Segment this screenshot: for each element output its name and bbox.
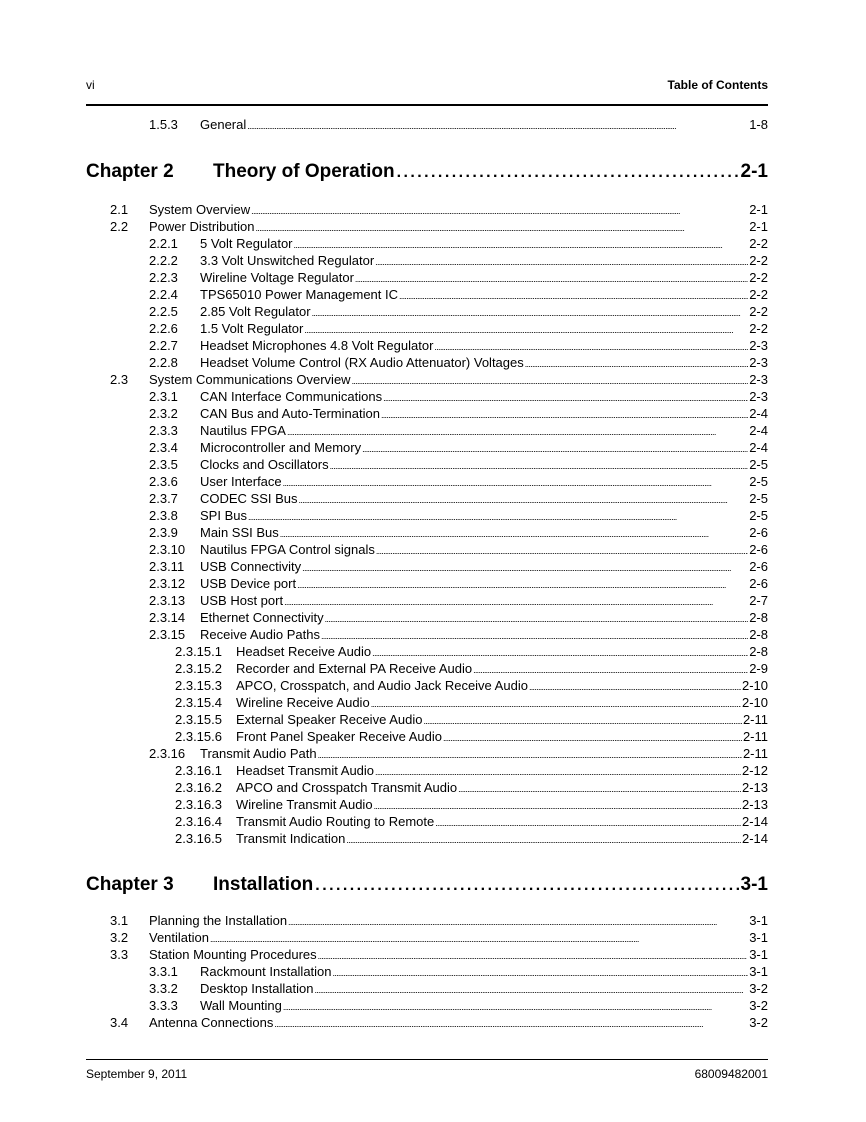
toc-entry[interactable] (149, 286, 768, 303)
toc-entry-number: 2.2.3 (149, 270, 178, 285)
toc-entry-number: 2.3.13 (149, 593, 186, 608)
toc-entry[interactable] (175, 796, 768, 813)
toc-entry[interactable] (175, 728, 768, 745)
toc-entry-title: Clocks and Oscillators (200, 457, 329, 472)
toc-entry[interactable] (149, 997, 768, 1014)
toc-entry-page: 2-2 (749, 253, 768, 268)
toc-entry-title: Headset Receive Audio (236, 644, 372, 659)
toc-entry-page: 2-13 (741, 780, 768, 795)
page-header (86, 78, 768, 96)
toc-entry-page: 2-6 (749, 559, 768, 574)
footer-date: September 9, 2011 (86, 1067, 188, 1081)
toc-entry[interactable] (175, 660, 768, 677)
dot-leader (247, 116, 748, 135)
toc-entry[interactable] (149, 456, 768, 473)
toc-entry-page: 2-10 (741, 678, 768, 693)
chapter-page: 2-1 (740, 161, 768, 182)
toc-entry-title: Microcontroller and Memory (200, 440, 362, 455)
toc-entry-page: 2-2 (749, 304, 768, 319)
toc-entry-number: 1.5.3 (149, 117, 178, 132)
toc-entry-page: 2-3 (749, 372, 768, 387)
toc-entry-title: Main SSI Bus (200, 525, 279, 540)
toc-entry-number: 2.3.16.5 (175, 831, 222, 846)
toc-entry-number: 3.3 (110, 947, 129, 962)
toc-entry-number: 2.3.9 (149, 525, 178, 540)
toc-entry-title: 3.3 Volt Unswitched Regulator (200, 253, 375, 268)
toc-entry-number: 2.3.14 (149, 610, 186, 625)
toc-entry[interactable] (110, 371, 768, 388)
toc-entry-title: System Overview (149, 202, 251, 217)
toc-entry-title: Planning the Installation (149, 913, 288, 928)
toc-entry-page: 2-11 (742, 712, 768, 727)
toc-entry[interactable] (175, 694, 768, 711)
toc-entry-page: 2-2 (749, 236, 768, 251)
toc-entry-page: 2-6 (749, 576, 768, 591)
toc-entry-title: 2.85 Volt Regulator (200, 304, 311, 319)
toc-entry-number: 2.3.16 (149, 746, 186, 761)
toc-entry[interactable] (110, 946, 768, 963)
toc-entry[interactable] (149, 490, 768, 507)
toc-entry-title: Wireline Receive Audio (236, 695, 370, 710)
toc-entry-page: 2-8 (749, 644, 768, 659)
toc-entry[interactable] (149, 609, 768, 626)
toc-entry-title: Wireline Voltage Regulator (200, 270, 354, 285)
toc-entry-title: CAN Interface Communications (200, 389, 383, 404)
toc-entry[interactable] (110, 218, 768, 235)
toc-entry[interactable] (175, 762, 768, 779)
toc-entry-number: 2.3.7 (149, 491, 178, 506)
toc-entry-number: 2.3.15 (149, 627, 186, 642)
toc-entry-title: User Interface (200, 474, 282, 489)
toc-entry-title: 1.5 Volt Regulator (200, 321, 304, 336)
toc-entry[interactable] (149, 524, 768, 541)
toc-entry-number: 2.2 (110, 219, 129, 234)
toc-entry-number: 2.2.4 (149, 287, 178, 302)
toc-entry[interactable] (110, 912, 768, 929)
toc-entry-number: 3.3.2 (149, 981, 178, 996)
toc-entry[interactable] (149, 963, 768, 980)
toc-entry-page: 2-3 (749, 389, 768, 404)
dot-leader (397, 159, 739, 186)
toc-entry-page: 2-2 (749, 270, 768, 285)
toc-entry-page: 3-1 (749, 964, 768, 979)
toc-entry-number: 2.2.8 (149, 355, 178, 370)
chapter-heading[interactable] (86, 159, 768, 185)
toc-entry-title: Ethernet Connectivity (200, 610, 324, 625)
toc-entry-page: 2-5 (749, 457, 768, 472)
header-section-title: Table of Contents (667, 78, 768, 92)
toc-entry-number: 2.3.16.2 (175, 780, 222, 795)
chapter-heading[interactable] (86, 872, 768, 898)
toc-entry-page: 2-14 (741, 814, 768, 829)
toc-entry-page: 2-12 (741, 763, 768, 778)
toc-entry[interactable] (175, 813, 768, 830)
toc-entry-number: 2.3 (110, 372, 129, 387)
toc-entry-page: 2-3 (749, 355, 768, 370)
toc-entry-number: 2.3.3 (149, 423, 178, 438)
toc-entry-number: 2.3.15.3 (175, 678, 222, 693)
toc-entry-page: 3-2 (749, 998, 768, 1013)
toc-entry-number: 2.2.1 (149, 236, 178, 251)
toc-entry-title: Wireline Transmit Audio (236, 797, 373, 812)
toc-entry[interactable] (149, 354, 768, 371)
toc-entry-number: 2.3.15.5 (175, 712, 222, 727)
toc-entry-page: 2-4 (749, 423, 768, 438)
toc-entry-page: 1-8 (749, 117, 768, 132)
toc-entry-page: 2-4 (749, 440, 768, 455)
toc-entry-number: 2.2.5 (149, 304, 178, 319)
toc-entry-page: 2-9 (749, 661, 768, 676)
toc-entry[interactable] (175, 830, 768, 847)
toc-entry-title: Nautilus FPGA (200, 423, 286, 438)
toc-entry-page: 2-5 (749, 491, 768, 506)
toc-entry-number: 2.2.2 (149, 253, 178, 268)
toc-entry-title: Rackmount Installation (200, 964, 332, 979)
toc-entry-title: Power Distribution (149, 219, 255, 234)
toc-entry-page: 3-1 (749, 913, 768, 928)
toc-entry-title: CODEC SSI Bus (200, 491, 298, 506)
toc-entry-title: Wall Mounting (200, 998, 282, 1013)
chapter-label: Chapter 2 (86, 161, 174, 182)
toc-entry-page: 2-8 (749, 610, 768, 625)
toc-entry[interactable] (149, 303, 768, 320)
toc-entry-number: 2.3.12 (149, 576, 186, 591)
toc-entry-title: System Communications Overview (149, 372, 351, 387)
toc-entry-title: Antenna Connections (149, 1015, 274, 1030)
toc-entry[interactable] (149, 980, 768, 997)
toc-entry-title: APCO and Crosspatch Transmit Audio (236, 780, 458, 795)
toc-entry-number: 2.3.6 (149, 474, 178, 489)
toc-entry-page: 2-11 (742, 746, 768, 761)
toc-entry[interactable] (175, 677, 768, 694)
toc-entry-page: 2-2 (749, 321, 768, 336)
toc-entry-number: 2.3.1 (149, 389, 178, 404)
toc-entry-page: 2-6 (749, 525, 768, 540)
toc-entry-title: External Speaker Receive Audio (236, 712, 423, 727)
toc-entry-title: APCO, Crosspatch, and Audio Jack Receive Audio (236, 678, 528, 693)
toc-entry[interactable] (110, 201, 768, 218)
toc-entry-page: 2-1 (749, 202, 768, 217)
toc-entry-page: 2-8 (749, 627, 768, 642)
toc-entry-page: 3-2 (749, 1015, 768, 1030)
toc-entry-title: 5 Volt Regulator (200, 236, 293, 251)
toc-entry-number: 2.3.15.6 (175, 729, 222, 744)
toc-entry-title: Ventilation (149, 930, 209, 945)
toc-entry-page: 2-6 (749, 542, 768, 557)
toc-entry-number: 2.1 (110, 202, 129, 217)
toc-entry-page: 2-1 (749, 219, 768, 234)
toc-entry-title: Transmit Audio Path (200, 746, 317, 761)
toc-entry-title: Front Panel Speaker Receive Audio (236, 729, 442, 744)
chapter-page: 3-1 (740, 874, 768, 895)
toc-entry-number: 2.3.5 (149, 457, 178, 472)
toc-entry-number: 2.3.16.4 (175, 814, 222, 829)
toc-entry[interactable] (149, 626, 768, 643)
toc-entry-number: 2.2.7 (149, 338, 178, 353)
toc-entry[interactable] (149, 592, 768, 609)
toc-entry-title: Headset Volume Control (RX Audio Attenuator) Voltages (200, 355, 524, 370)
toc-entry[interactable] (149, 269, 768, 286)
toc-entry-number: 2.3.16.1 (175, 763, 222, 778)
toc-entry-page: 2-5 (749, 474, 768, 489)
toc-entry-title: Transmit Indication (236, 831, 346, 846)
toc-entry-page: 2-2 (749, 287, 768, 302)
toc-entry[interactable] (149, 439, 768, 456)
toc-entry[interactable] (149, 473, 768, 490)
toc-entry-page: 2-14 (741, 831, 768, 846)
toc-entry[interactable] (149, 745, 768, 762)
toc-entry-number: 2.3.8 (149, 508, 178, 523)
toc-entry[interactable] (149, 116, 768, 133)
toc-entry-number: 2.3.16.3 (175, 797, 222, 812)
toc-entry-number: 3.1 (110, 913, 129, 928)
toc-entry-page: 2-3 (749, 338, 768, 353)
toc-entry-title: Station Mounting Procedures (149, 947, 317, 962)
toc-entry-page: 2-4 (749, 406, 768, 421)
toc-entry-number: 2.3.15.2 (175, 661, 222, 676)
toc-entry-number: 2.3.11 (149, 559, 185, 574)
toc-entry-title: Transmit Audio Routing to Remote (236, 814, 435, 829)
toc-entry-title: Headset Transmit Audio (236, 763, 375, 778)
toc-entry-number: 3.4 (110, 1015, 129, 1030)
toc-entry-title: Recorder and External PA Receive Audio (236, 661, 473, 676)
footer-doc-number: 68009482001 (694, 1067, 768, 1081)
toc-entry-page: 2-13 (741, 797, 768, 812)
page-number-label: vi (86, 78, 95, 92)
toc-entry-page: 2-11 (742, 729, 768, 744)
toc-entry-title: Desktop Installation (200, 981, 314, 996)
dot-leader (274, 1014, 748, 1033)
toc-entry[interactable] (149, 422, 768, 439)
toc-entry-number: 2.2.6 (149, 321, 178, 336)
dot-leader (346, 830, 741, 849)
toc-entry-page: 3-1 (749, 947, 768, 962)
toc-entry[interactable] (149, 235, 768, 252)
toc-entry-title: General (200, 117, 247, 132)
toc-entry-number: 3.3.1 (149, 964, 178, 979)
toc-entry-title: CAN Bus and Auto-Termination (200, 406, 380, 421)
toc-entry-page: 2-10 (741, 695, 768, 710)
toc-entry-number: 2.3.15.4 (175, 695, 222, 710)
toc-entry-title: Receive Audio Paths (200, 627, 320, 642)
toc-entry[interactable] (175, 643, 768, 660)
toc-entry-number: 2.3.2 (149, 406, 178, 421)
toc-entry-title: USB Connectivity (200, 559, 302, 574)
toc-entry[interactable] (149, 320, 768, 337)
toc-entry[interactable] (110, 929, 768, 946)
toc-entry-title: SPI Bus (200, 508, 247, 523)
toc-entry[interactable] (175, 779, 768, 796)
toc-entry-page: 2-5 (749, 508, 768, 523)
toc-entry-page: 3-1 (749, 930, 768, 945)
toc-entry[interactable] (110, 1014, 768, 1031)
toc-entry-page: 3-2 (749, 981, 768, 996)
toc-entry-number: 3.2 (110, 930, 129, 945)
toc-entry-number: 2.3.4 (149, 440, 178, 455)
toc-entry-title: USB Device port (200, 576, 297, 591)
toc-entry-title: USB Host port (200, 593, 284, 608)
toc-entry-title: Headset Microphones 4.8 Volt Regulator (200, 338, 434, 353)
toc-entry[interactable] (149, 388, 768, 405)
toc-entry[interactable] (149, 252, 768, 269)
chapter-title: Installation (213, 874, 314, 895)
chapter-title: Theory of Operation (213, 161, 395, 182)
toc-entry[interactable] (149, 337, 768, 354)
toc-entry-number: 2.3.15.1 (175, 644, 222, 659)
footer-rule (86, 1059, 768, 1060)
toc-entry[interactable] (149, 541, 768, 558)
toc-entry-title: Nautilus FPGA Control signals (200, 542, 375, 557)
header-rule (86, 104, 768, 106)
toc-entry-title: TPS65010 Power Management IC (200, 287, 398, 302)
page-footer (86, 1067, 768, 1085)
toc-entry[interactable] (149, 507, 768, 524)
toc-entry[interactable] (149, 405, 768, 422)
toc-entry-number: 2.3.10 (149, 542, 186, 557)
dot-leader (315, 872, 738, 899)
toc-entry[interactable] (149, 575, 768, 592)
toc-entry[interactable] (175, 711, 768, 728)
chapter-label: Chapter 3 (86, 874, 174, 895)
toc-entry[interactable] (149, 558, 768, 575)
toc-entry-page: 2-7 (749, 593, 768, 608)
toc-entry-number: 3.3.3 (149, 998, 178, 1013)
